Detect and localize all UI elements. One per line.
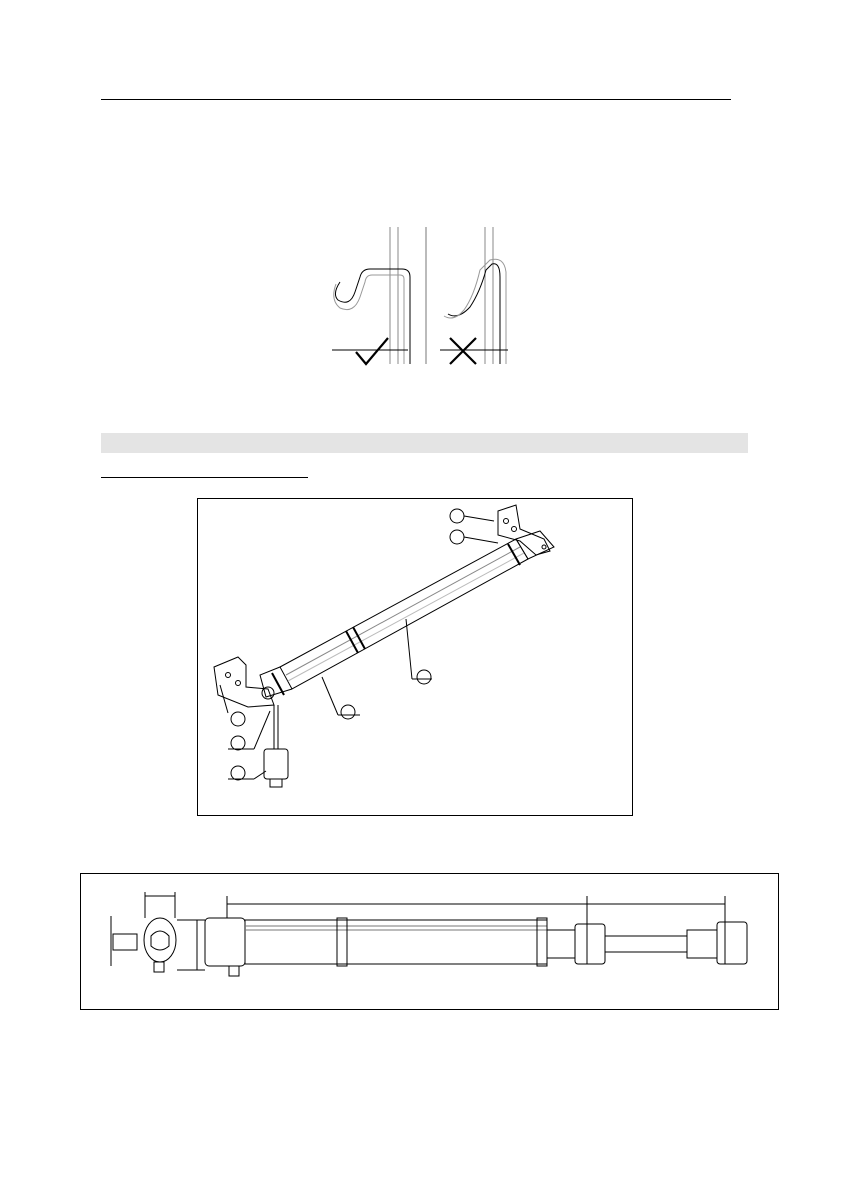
check-mark-icon (356, 338, 388, 364)
cross-mark-icon (450, 338, 476, 364)
assembly-figure (197, 498, 633, 816)
subheading (101, 462, 308, 476)
dimension-drawing (80, 873, 779, 1010)
header-text (101, 80, 731, 96)
hook-comparison-figure (330, 222, 520, 372)
section-heading-bar (101, 433, 748, 453)
section-heading (101, 436, 105, 450)
subheading-rule (101, 477, 308, 478)
header-rule (101, 99, 731, 100)
